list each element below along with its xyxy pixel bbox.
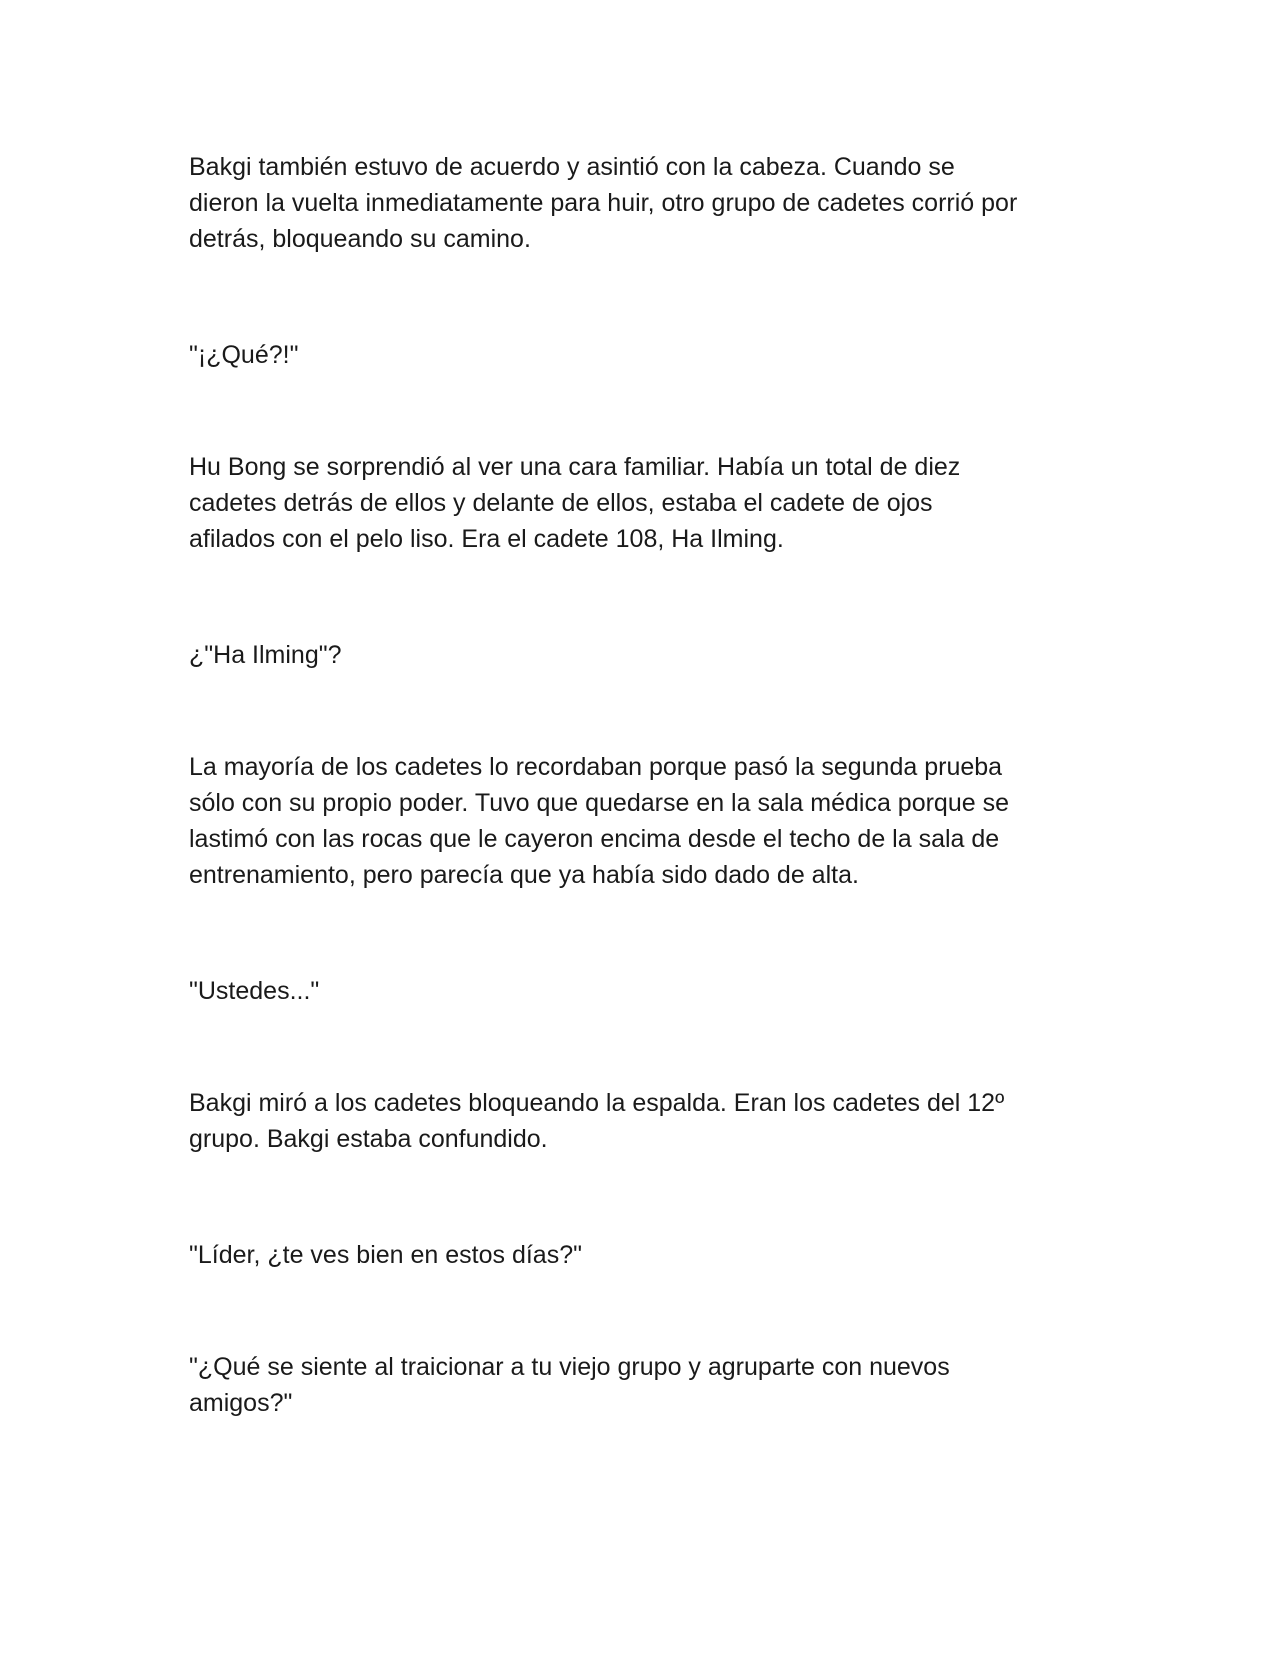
text-line: Bakgi miró a los cadetes bloqueando la espalda. Eran los cadetes del 12º	[189, 1089, 1005, 1117]
paragraph	[189, 1085, 1109, 1157]
text-line: grupo. Bakgi estaba confundido.	[189, 1125, 548, 1153]
text-line: Bakgi también estuvo de acuerdo y asintió con la cabeza. Cuando se	[189, 153, 955, 181]
text-line: entrenamiento, pero parecía que ya había sido dado de alta.	[189, 861, 859, 889]
text-line: "¿Qué se siente al traicionar a tu viejo grupo y agruparte con nuevos	[189, 1353, 950, 1381]
text-line: afilados con el pelo liso. Era el cadete 108, Ha Ilming.	[189, 525, 784, 553]
text-line: amigos?"	[189, 1389, 293, 1417]
text-line: "Líder, ¿te ves bien en estos días?"	[189, 1241, 582, 1269]
paragraph	[189, 749, 1109, 893]
dialogue-line	[189, 973, 1109, 1009]
paragraph	[189, 149, 1109, 257]
text-line: sólo con su propio poder. Tuvo que quedarse en la sala médica porque se	[189, 789, 1009, 817]
dialogue-line	[189, 337, 1109, 373]
text-line: La mayoría de los cadetes lo recordaban porque pasó la segunda prueba	[189, 753, 1003, 781]
text-line: "Ustedes..."	[189, 977, 320, 1005]
dialogue-line	[189, 1349, 1109, 1421]
dialogue-line	[189, 1237, 1109, 1273]
text-line: cadetes detrás de ellos y delante de ellos, estaba el cadete de ojos	[189, 489, 933, 517]
text-line: detrás, bloqueando su camino.	[189, 225, 531, 253]
text-line: dieron la vuelta inmediatamente para huir, otro grupo de cadetes corrió por	[189, 189, 1018, 217]
text-line: lastimó con las rocas que le cayeron encima desde el techo de la sala de	[189, 825, 1000, 853]
paragraph	[189, 449, 1109, 557]
text-line: Hu Bong se sorprendió al ver una cara familiar. Había un total de diez	[189, 453, 961, 481]
dialogue-line	[189, 637, 1109, 673]
text-line: ¿"Ha Ilming"?	[189, 641, 342, 669]
text-line: "¡¿Qué?!"	[189, 341, 299, 369]
